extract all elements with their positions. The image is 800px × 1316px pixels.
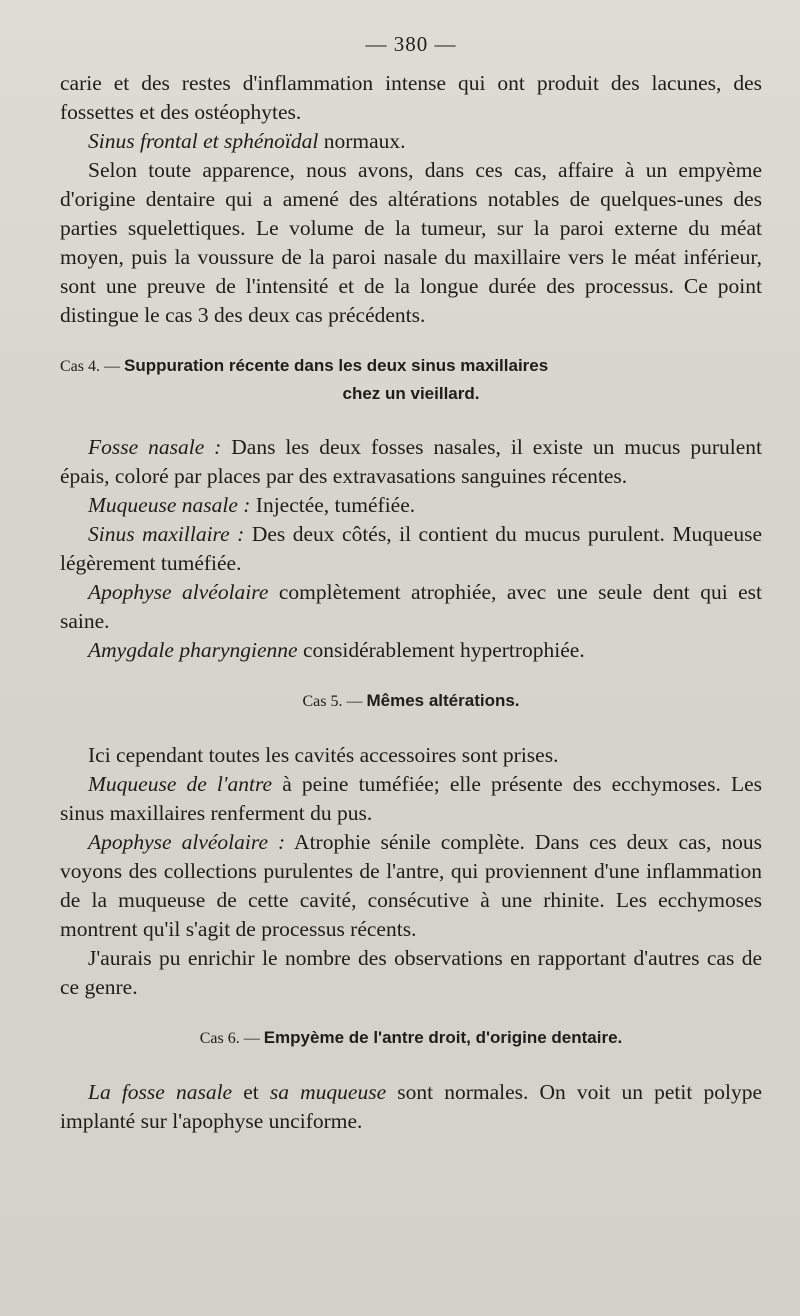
paragraph-lead-italic: Amygdale pharyngienne <box>88 638 298 662</box>
paragraph-lead-italic: Sinus frontal et sphénoïdal <box>88 129 319 153</box>
paragraph-lead-italic: Muqueuse de l'antre <box>88 772 273 796</box>
paragraph-top-3: Selon toute apparence, nous avons, dans ces cas, affaire à un empyème d'origine dentaire qui a amené des altérations notables de quelques-unes des parties squelettiques. Le volume de la tumeur, sur la paroi externe du méat moyen, puis la voussure de la paroi nasale du maxillaire vers le méat inférieur, sont une preuve de l'intensité et de la longue durée des processus. Ce point distingue le cas 3 des deux cas précédents. <box>60 158 762 327</box>
case-5-paragraph-1 <box>60 741 762 770</box>
paragraph-text: normaux. <box>318 129 406 153</box>
case-4-heading <box>60 352 762 407</box>
paragraph-text: sont normales. On voit un petit polype implanté sur l'apophyse unciforme. <box>60 1080 762 1133</box>
paragraph-text: complètement atrophiée, avec une seule dent qui est saine. <box>60 580 762 633</box>
paragraph-italic-2: sa muqueuse <box>269 1080 387 1104</box>
paragraph-lead-italic: Muqueuse nasale : <box>88 493 251 517</box>
paragraph-text: Ici cependant toutes les cavités accessoires sont prises. <box>88 743 559 767</box>
paragraph-text: Dans les deux fosses nasales, il existe un mucus purulent épais, coloré par places par des extravasations sanguines récentes. <box>60 435 762 488</box>
case-4-paragraph-2 <box>60 491 762 520</box>
page-body <box>60 30 762 1136</box>
paragraph-lead-italic: Apophyse alvéolaire : <box>88 830 286 854</box>
page-number: — 380 — <box>365 32 457 56</box>
case-4-paragraph-3 <box>60 520 762 578</box>
case-title-line-1: Suppuration récente dans les deux sinus maxillaires <box>124 356 549 375</box>
paragraph-connector: et <box>232 1080 270 1104</box>
paragraph-lead-italic: Apophyse alvéolaire <box>88 580 269 604</box>
case-title: Mêmes altérations. <box>366 691 520 710</box>
case-5-paragraph-4 <box>60 944 762 1002</box>
paragraph-lead-italic: Sinus maxillaire : <box>88 522 245 546</box>
paragraph-text: Atrophie sénile complète. Dans ces deux cas, nous voyons des collections purulentes de l'antre, qui proviennent d'une inflammation de la muqueuse de cette cavité, consécutive à une rhinite. Les ecchymoses montrent qu'il s'agit de processus récents. <box>60 830 762 941</box>
case-number: Cas 6. — <box>199 1030 264 1047</box>
case-number: Cas 5. — <box>302 693 367 710</box>
case-5-heading <box>60 687 762 715</box>
paragraph-text: considérablement hypertrophiée. <box>297 638 585 662</box>
paragraph-top-2 <box>60 127 762 156</box>
case-4-paragraph-5 <box>60 636 762 665</box>
case-number: Cas 4. — <box>60 358 124 375</box>
case-6-paragraph <box>60 1078 762 1136</box>
paragraph-lead-italic: La fosse nasale <box>88 1080 233 1104</box>
paragraph-text: J'aurais pu enrichir le nombre des observations en rapportant d'autres cas de ce genre. <box>60 946 762 999</box>
paragraph-text: Des deux côtés, il contient du mucus purulent. Muqueuse légèrement tuméfiée. <box>60 522 762 575</box>
paragraph-text: à peine tuméfiée; elle présente des ecchymoses. Les sinus maxillaires renferment du pus. <box>60 772 763 825</box>
case-6-heading <box>60 1024 762 1052</box>
case-4-paragraph-1 <box>60 433 762 491</box>
case-5-paragraph-2 <box>60 770 762 828</box>
case-5-paragraph-3 <box>60 828 762 944</box>
case-title: Empyème de l'antre droit, d'origine dentaire. <box>263 1028 623 1047</box>
paragraph-text: Injectée, tuméfiée. <box>250 493 416 517</box>
paragraph-top-1: carie et des restes d'inflammation intense qui ont produit des lacunes, des fossettes et des ostéophytes. <box>60 71 762 124</box>
case-title-line-2: chez un vieillard. <box>342 384 480 403</box>
paragraph-lead-italic: Fosse nasale : <box>88 435 222 459</box>
case-4-paragraph-4 <box>60 578 762 636</box>
